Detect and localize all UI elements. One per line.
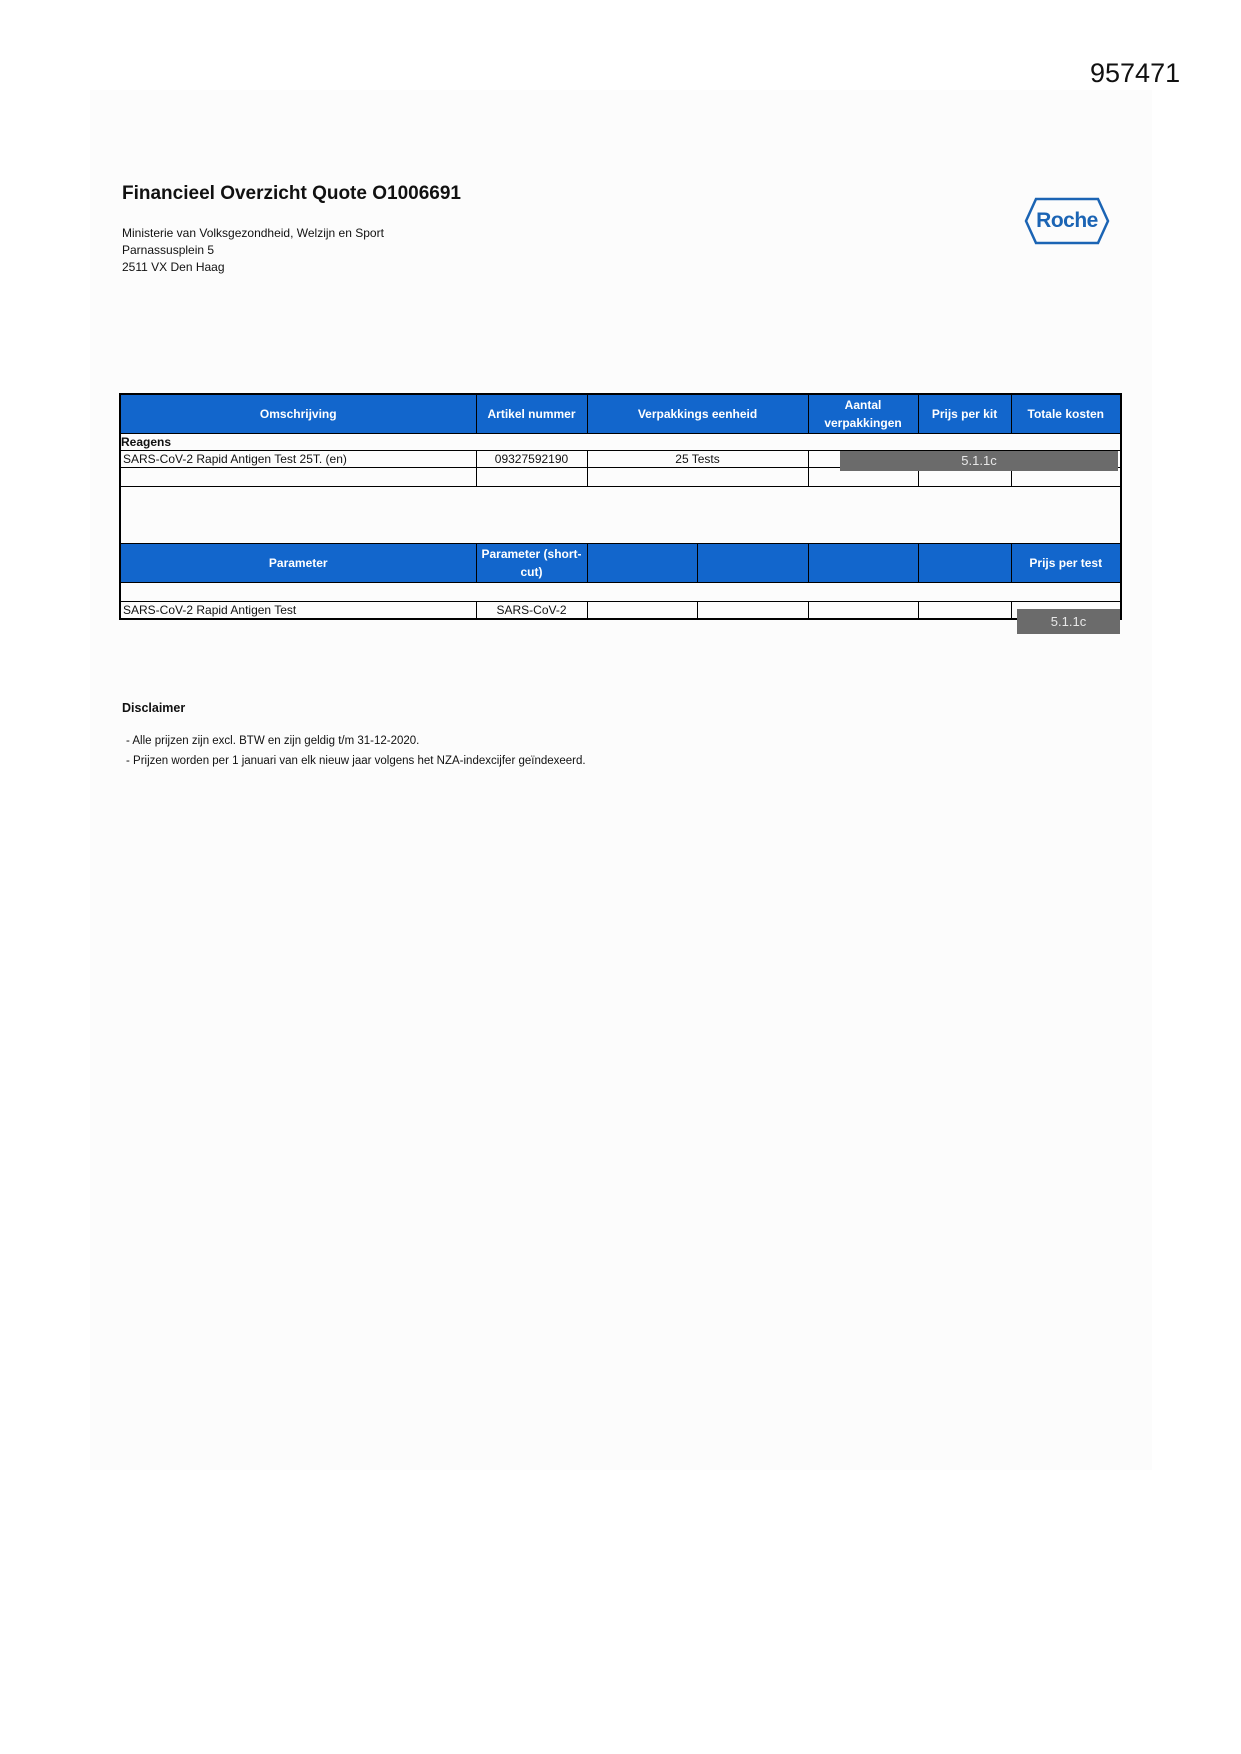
table1-header-row [120,394,1121,434]
disclaimer-line: - Prijzen worden per 1 januari van elk nieuw jaar volgens het NZA-indexcijfer geïndexeerd. [126,755,586,767]
cell-eenheid: 25 Tests [587,451,808,468]
table-row [120,602,1121,620]
cell-parameter: SARS-CoV-2 Rapid Antigen Test [120,602,476,620]
header-prijs-per-test: Prijs per test [1011,544,1121,583]
header-blank [918,544,1011,583]
header-aantal-verpakkingen: Aantal verpakkingen [808,394,918,434]
logo-text: Roche [1036,209,1098,232]
document-number: 957471 [1090,58,1181,88]
header-totale-kosten: Totale kosten [1011,394,1121,434]
disclaimer-text [126,731,586,771]
address-block [122,225,384,276]
address-line: Parnassusplein 5 [122,243,215,257]
address-line: 2511 VX Den Haag [122,260,225,274]
header-parameter: Parameter [120,544,476,583]
header-prijs-per-kit: Prijs per kit [918,394,1011,434]
section-row [120,434,1121,451]
redaction-box: 5.1.1c [1017,609,1120,634]
cell-shortcut: SARS-CoV-2 [476,602,587,620]
quote-table [119,393,1122,620]
page-background [90,90,1152,1470]
header-blank [587,544,697,583]
redaction-box: 5.1.1c [840,451,1118,471]
header-parameter-shortcut: Parameter (short-cut) [476,544,587,583]
disclaimer-title: Disclaimer [122,701,186,715]
header-blank [808,544,918,583]
section-label: Reagens [120,434,1121,451]
spacer-row [120,583,1121,602]
page-title: Financieel Overzicht Quote O1006691 [122,183,461,204]
table2-header-row [120,544,1121,583]
header-verpakkings-eenheid: Verpakkings eenheid [587,394,808,434]
spacer-row [120,487,1121,544]
header-artikel-nummer: Artikel nummer [476,394,587,434]
header-omschrijving: Omschrijving [120,394,476,434]
disclaimer-line: - Alle prijzen zijn excl. BTW en zijn geldig t/m 31-12-2020. [126,735,420,747]
address-line: Ministerie van Volksgezondheid, Welzijn en Sport [122,226,384,240]
cell-artikel: 09327592190 [476,451,587,468]
header-blank [697,544,808,583]
roche-logo [1024,197,1110,245]
cell-omschrijving: SARS-CoV-2 Rapid Antigen Test 25T. (en) [120,451,476,468]
